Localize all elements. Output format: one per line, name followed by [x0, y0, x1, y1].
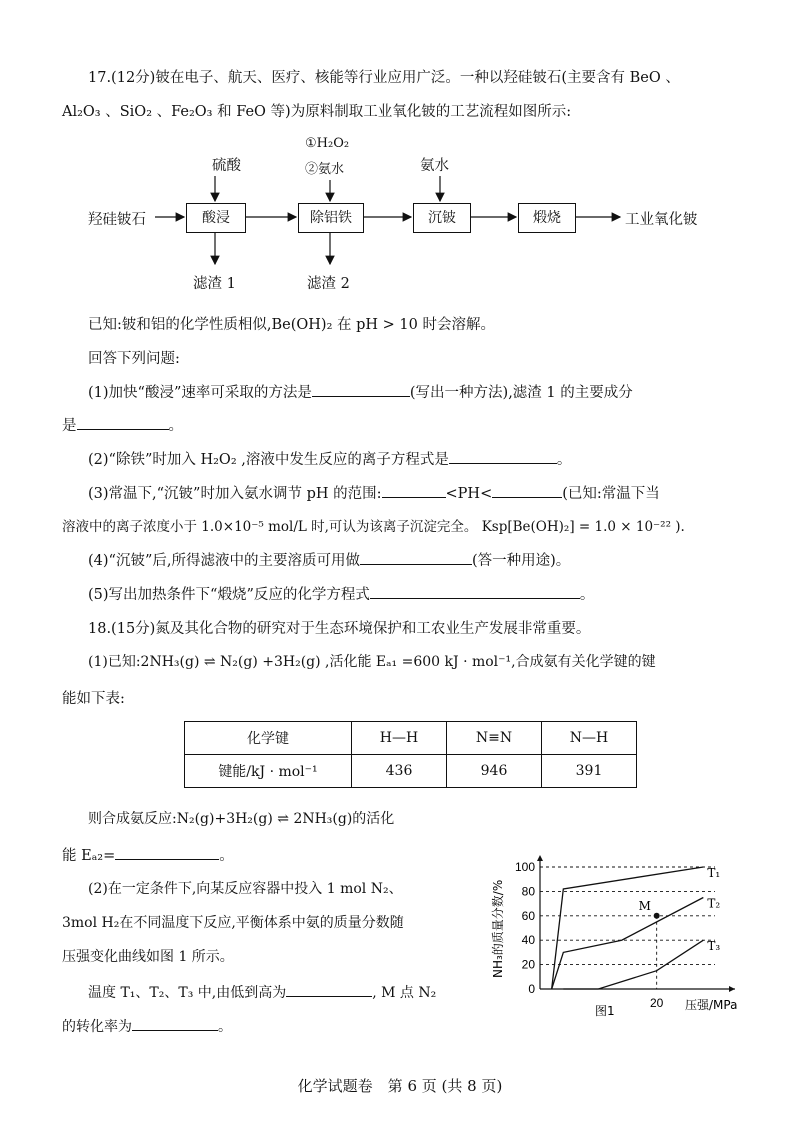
x-axis-arrow — [729, 986, 735, 992]
q17-p5-blank-equation[interactable] — [370, 584, 580, 599]
q17-p1-text-d: 。 — [168, 418, 183, 434]
q17-part1-cont — [62, 414, 183, 435]
y-tick-label: 0 — [528, 982, 535, 996]
y-tick-label: 40 — [521, 933, 535, 948]
table-header-hh: H—H — [352, 722, 447, 755]
q17-p5-text-b: 。 — [579, 587, 595, 603]
reagent-ammonia-2: 氨水 — [420, 158, 449, 174]
flow-arrows — [0, 0, 800, 300]
q17-intro-line2: Al₂O₃ 、SiO₂ 、Fe₂O₃ 和 FeO 等)为原料制取工业氧化铍的工艺流程如图所示: — [62, 104, 572, 120]
table-row — [185, 755, 637, 788]
series-label-2: T₂ — [707, 896, 721, 911]
x-tick-label: 20 — [649, 996, 664, 1010]
table-header-nn: N≡N — [447, 722, 542, 755]
q17-part4 — [88, 549, 570, 570]
q17-p3-blank-high[interactable] — [492, 483, 562, 498]
page-footer: 化学试题卷 第 6 页 (共 8 页) — [297, 1077, 503, 1095]
q17-p4-text-b: (答一种用途)。 — [471, 553, 571, 569]
table-header-row — [185, 722, 637, 755]
y-axis-arrow — [537, 855, 543, 861]
x-axis-label: 压强/MPa — [685, 998, 738, 1012]
reagent-ammonia-1: ②氨水 — [305, 162, 345, 177]
step-calcination: 煅烧 — [518, 203, 576, 233]
q17-p1-text-b: (写出一种方法),滤渣 1 的主要成分 — [409, 385, 633, 401]
q18-temps-blank[interactable] — [286, 982, 372, 997]
q17-p3-blank-low[interactable] — [382, 483, 446, 498]
q17-part5 — [88, 583, 594, 604]
step-acid-leach: 酸浸 — [186, 203, 246, 233]
q18-conversion-text: 的转化率为 — [62, 1019, 132, 1035]
q18-part1-ea2 — [62, 844, 234, 865]
q18-conversion-blank[interactable] — [132, 1016, 218, 1031]
q17-p2-blank-equation[interactable] — [449, 449, 557, 464]
y-axis-label: NH₃的质量分数/% — [491, 879, 505, 978]
table-cell-nn: 946 — [447, 755, 542, 788]
series-line-1 — [552, 867, 704, 989]
q17-p1-text-a: (1)加快“酸浸”速率可采取的方法是 — [88, 385, 312, 401]
q17-p5-text-a: (5)写出加热条件下“煅烧”反应的化学方程式 — [88, 587, 370, 603]
q17-p1-blank-residue[interactable] — [77, 415, 169, 430]
bond-energy-table — [184, 721, 637, 788]
raw-material-label: 羟硅铍石 — [88, 212, 146, 228]
table-header-bond: 化学键 — [185, 722, 352, 755]
q18-part2-l3: 压强变化曲线如图 1 所示。 — [62, 949, 234, 965]
q17-answer-prompt: 回答下列问题: — [88, 351, 180, 367]
step-remove-al-fe: 除铝铁 — [298, 203, 364, 233]
q18-part1-question: 则合成氨反应:N₂(g)+3H₂(g) ⇌ 2NH₃(g)的活化 — [88, 811, 395, 827]
reagent-h2o2: ①H₂O₂ — [305, 136, 350, 151]
q18-part1: (1)已知:2NH₃(g) ⇌ N₂(g) +3H₂(g) ,活化能 Eₐ₁ =600 kJ · mol⁻¹,合成氨有关化学键的键 — [88, 654, 656, 670]
q18-m-point-text: , M 点 N₂ — [372, 985, 437, 1001]
q17-part3-cont: 溶液中的离子浓度小于 1.0×10⁻⁵ mol/L 时,可认为该离子沉淀完全。 Ksp[Be(OH)₂] = 1.0 × 10⁻²² ). — [62, 519, 685, 535]
table-cell-hh: 436 — [352, 755, 447, 788]
figure-caption: 图1 — [595, 1004, 615, 1018]
q18-conversion-end: 。 — [218, 1019, 232, 1035]
q17-p1-text-c: 是 — [62, 418, 77, 434]
residue-1-label: 滤渣 1 — [193, 276, 236, 292]
q18-intro: 18.(15分)氮及其化合物的研究对于生态环境保护和工农业生产发展非常重要。 — [88, 621, 591, 637]
q17-p3-text-b: <PH< — [445, 486, 493, 502]
y-tick-label: 80 — [521, 884, 535, 899]
product-label: 工业氧化铍 — [625, 212, 698, 228]
q18-part2-conversion — [62, 1016, 232, 1036]
q18-part2-l2: 3mol H₂在不同温度下反应,平衡体系中氨的质量分数随 — [62, 915, 404, 931]
q17-p4-blank-use[interactable] — [360, 550, 472, 565]
q18-part2-l1: (2)在一定条件下,向某反应容器中投入 1 mol N₂、 — [88, 881, 403, 897]
q17-p4-text-a: (4)“沉铍”后,所得滤液中的主要溶质可用做 — [88, 553, 360, 569]
step-precipitate-be: 沉铍 — [413, 203, 471, 233]
table-cell-nh: 391 — [542, 755, 637, 788]
y-tick-label: 100 — [514, 860, 535, 874]
series-label-3: T₃ — [707, 939, 721, 954]
q17-part2 — [88, 448, 571, 469]
q17-p3-text-a: (3)常温下,“沉铍”时加入氨水调节 pH 的范围: — [88, 486, 382, 502]
q17-p2-text-b: 。 — [556, 452, 572, 468]
q17-p1-blank-method[interactable] — [312, 382, 410, 397]
y-tick-label: 20 — [521, 957, 535, 972]
q17-known: 已知:铍和铝的化学性质相似,Be(OH)₂ 在 pH > 10 时会溶解。 — [88, 317, 495, 333]
series-label-1: T₁ — [707, 866, 721, 880]
reagent-sulfuric-acid: 硫酸 — [212, 158, 241, 174]
table-row-label: 键能/kJ · mol⁻¹ — [185, 755, 352, 788]
q18-ea2-end: 。 — [219, 848, 234, 864]
marker-label-m: M — [638, 898, 651, 913]
series-line-2 — [552, 898, 704, 990]
q17-part1 — [88, 381, 633, 402]
q17-p3-text-c: (已知:常温下当 — [562, 486, 660, 502]
q18-ea2-blank[interactable] — [115, 845, 219, 860]
q17-intro-line1: 17.(12分)铍在电子、航天、医疗、核能等行业应用广泛。一种以羟硅铍石(主要含有 BeO 、 — [88, 70, 680, 86]
q17-p2-text-a: (2)“除铁”时加入 H₂O₂ ,溶液中发生反应的离子方程式是 — [88, 452, 449, 468]
marker-point-m — [654, 913, 660, 919]
y-tick-label: 60 — [521, 908, 535, 923]
q18-part2-temps — [88, 982, 436, 1002]
figure-1-chart — [480, 850, 770, 1030]
q18-temps-text: 温度 T₁、T₂、T₃ 中,由低到高为 — [88, 985, 287, 1001]
residue-2-label: 滤渣 2 — [307, 276, 350, 292]
q17-part3 — [88, 482, 660, 503]
q18-ea2-text: 能 Eₐ₂= — [62, 848, 116, 864]
q18-part1-cont: 能如下表: — [62, 691, 125, 707]
table-header-nh: N—H — [542, 722, 637, 755]
